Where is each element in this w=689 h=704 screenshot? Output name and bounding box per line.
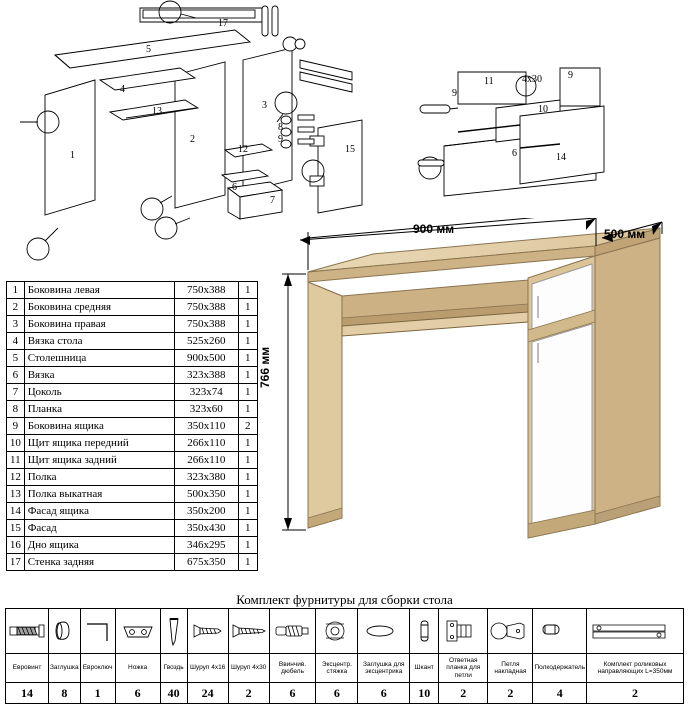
svg-text:9: 9 (452, 88, 457, 99)
hw-count: 4 (533, 683, 587, 704)
hw-count: 2 (587, 683, 684, 704)
dowel-icon (410, 611, 438, 651)
part-no: 16 (7, 537, 25, 554)
hw-cell-3 (115, 609, 160, 654)
hw-label: Гвоздь (160, 654, 187, 683)
part-qty: 1 (238, 537, 257, 554)
hardware-labels-row (6, 654, 684, 683)
part-no: 11 (7, 452, 25, 469)
part-name: Боковина правая (24, 316, 174, 333)
svg-text:4: 4 (120, 84, 125, 95)
hw-label: Петля накладная (488, 654, 533, 683)
eccentric-tie-icon (316, 611, 354, 651)
part-name: Планка (24, 401, 174, 418)
product-3d-view (270, 218, 689, 578)
table-row (7, 367, 258, 384)
hw-count: 10 (410, 683, 439, 704)
part-name: Боковина средняя (24, 299, 174, 316)
svg-text:1: 1 (70, 150, 75, 161)
part-qty: 1 (238, 333, 257, 350)
part-name: Дно ящика (24, 537, 174, 554)
screw-in-dowel-icon (270, 611, 314, 651)
part-qty: 1 (238, 520, 257, 537)
table-row (7, 384, 258, 401)
part-name: Щит ящика задний (24, 452, 174, 469)
table-row (7, 503, 258, 520)
part-dim: 323х60 (175, 401, 238, 418)
part-no: 10 (7, 435, 25, 452)
table-row (7, 418, 258, 435)
svg-text:9: 9 (568, 70, 573, 81)
hw-label: Шкант (410, 654, 439, 683)
part-qty: 2 (238, 418, 257, 435)
hw-label: Заглушка (49, 654, 81, 683)
hw-label: Ответная планка для петли (439, 654, 488, 683)
hw-count: 6 (115, 683, 160, 704)
hw-cell-13 (533, 609, 587, 654)
part-dim: 750х388 (175, 316, 238, 333)
parts-list-table (6, 281, 258, 571)
hw-label: Полкодержатель (533, 654, 587, 683)
table-row (7, 282, 258, 299)
part-qty: 1 (238, 452, 257, 469)
part-no: 2 (7, 299, 25, 316)
hw-cell-14 (587, 609, 684, 654)
part-no: 3 (7, 316, 25, 333)
parts-list-body (7, 282, 258, 571)
part-dim: 675х350 (175, 554, 238, 571)
hw-label: Шуруп 4х16 (187, 654, 228, 683)
part-name: Цоколь (24, 384, 174, 401)
hw-count: 6 (358, 683, 410, 704)
table-row (7, 435, 258, 452)
hw-cell-10 (410, 609, 439, 654)
hw-count: 24 (187, 683, 228, 704)
hardware-kit-table (5, 608, 684, 704)
hw-label: Евровинт (6, 654, 49, 683)
part-no: 4 (7, 333, 25, 350)
part-qty: 1 (238, 401, 257, 418)
part-dim: 266х110 (175, 435, 238, 452)
part-no: 15 (7, 520, 25, 537)
hw-count: 2 (488, 683, 533, 704)
part-qty: 1 (238, 316, 257, 333)
hw-label: Евроключ (80, 654, 115, 683)
part-name: Вязка стола (24, 333, 174, 350)
screw-4x16-icon (188, 611, 228, 651)
part-dim: 350х430 (175, 520, 238, 537)
depth-dimension-label: 500 мм (604, 227, 646, 241)
part-no: 6 (7, 367, 25, 384)
hw-cell-12 (488, 609, 533, 654)
part-dim: 346х295 (175, 537, 238, 554)
svg-text:5: 5 (146, 44, 151, 55)
table-row (7, 401, 258, 418)
svg-text:4х30: 4х30 (522, 74, 542, 85)
hw-label: Заглушка для эксцентрика (358, 654, 410, 683)
part-name: Боковина левая (24, 282, 174, 299)
svg-text:2: 2 (190, 134, 195, 145)
cap-icon (49, 611, 79, 651)
part-no: 13 (7, 486, 25, 503)
part-dim: 266х110 (175, 452, 238, 469)
part-name: Столешница (24, 350, 174, 367)
hw-count: 6 (269, 683, 316, 704)
part-qty: 1 (238, 554, 257, 571)
table-row (7, 333, 258, 350)
hw-cell-8 (316, 609, 358, 654)
part-qty: 1 (238, 486, 257, 503)
part-name: Полка (24, 469, 174, 486)
hw-cell-9 (358, 609, 410, 654)
part-no: 5 (7, 350, 25, 367)
table-row (7, 554, 258, 571)
part-qty: 1 (238, 367, 257, 384)
euro-screw-icon (6, 611, 48, 651)
part-qty: 1 (238, 503, 257, 520)
table-row (7, 520, 258, 537)
hinge-plate-icon (439, 611, 479, 651)
hw-cell-5 (187, 609, 228, 654)
svg-text:9: 9 (278, 134, 283, 145)
svg-text:15: 15 (345, 144, 355, 155)
svg-text:3: 3 (262, 100, 267, 111)
roller-slides-icon (587, 611, 673, 651)
part-dim: 525х260 (175, 333, 238, 350)
hw-label: Эксцентр. стяжка (316, 654, 358, 683)
hw-cell-2 (80, 609, 115, 654)
part-name: Боковина ящика (24, 418, 174, 435)
part-no: 9 (7, 418, 25, 435)
svg-text:13: 13 (152, 106, 162, 117)
part-dim: 750х388 (175, 282, 238, 299)
hw-cell-1 (49, 609, 81, 654)
foot-icon (116, 611, 160, 651)
hw-cell-4 (160, 609, 187, 654)
hw-count: 8 (49, 683, 81, 704)
hw-label: Комплект роликовых направляющих L=350мм (587, 654, 684, 683)
hw-label: Ножка (115, 654, 160, 683)
drawer-detail-diagram (400, 50, 689, 210)
part-name: Вязка (24, 367, 174, 384)
nail-icon (161, 611, 187, 651)
svg-text:6: 6 (512, 148, 517, 159)
svg-text:14: 14 (556, 152, 566, 163)
part-dim: 323х74 (175, 384, 238, 401)
table-row (7, 299, 258, 316)
svg-text:12: 12 (238, 144, 248, 155)
part-no: 7 (7, 384, 25, 401)
hw-cell-7 (269, 609, 316, 654)
part-no: 8 (7, 401, 25, 418)
part-name: Фасад ящика (24, 503, 174, 520)
part-qty: 1 (238, 435, 257, 452)
part-no: 14 (7, 503, 25, 520)
eccentric-cap-icon (358, 611, 402, 651)
part-name: Полка выкатная (24, 486, 174, 503)
euro-key-icon (81, 611, 115, 651)
hw-cell-0 (6, 609, 49, 654)
svg-text:8: 8 (278, 122, 283, 133)
table-row (7, 452, 258, 469)
part-qty: 1 (238, 299, 257, 316)
part-qty: 1 (238, 469, 257, 486)
svg-text:11: 11 (484, 76, 494, 87)
table-row (7, 537, 258, 554)
hw-count: 40 (160, 683, 187, 704)
part-dim: 323х380 (175, 469, 238, 486)
hw-cell-6 (228, 609, 269, 654)
hardware-counts-row (6, 683, 684, 704)
width-dimension-label: 900 мм (413, 222, 455, 236)
hw-count: 2 (228, 683, 269, 704)
part-no: 1 (7, 282, 25, 299)
hw-cell-11 (439, 609, 488, 654)
part-dim: 350х200 (175, 503, 238, 520)
part-qty: 1 (238, 350, 257, 367)
part-dim: 500х350 (175, 486, 238, 503)
hw-label: Шуруп 4х30 (228, 654, 269, 683)
part-dim: 750х388 (175, 299, 238, 316)
part-no: 12 (7, 469, 25, 486)
height-dimension-label: 766 мм (258, 346, 272, 388)
hw-count: 2 (439, 683, 488, 704)
part-name: Фасад (24, 520, 174, 537)
table-row (7, 350, 258, 367)
hardware-icons-row (6, 609, 684, 654)
svg-text:7: 7 (270, 195, 275, 206)
part-qty: 1 (238, 384, 257, 401)
part-dim: 323х388 (175, 367, 238, 384)
part-name: Щит ящика передний (24, 435, 174, 452)
hinge-icon (488, 611, 530, 651)
part-name: Стенка задняя (24, 554, 174, 571)
svg-text:17: 17 (218, 18, 228, 29)
hw-count: 6 (316, 683, 358, 704)
table-row (7, 469, 258, 486)
svg-text:10: 10 (538, 104, 548, 115)
part-dim: 350х110 (175, 418, 238, 435)
part-qty: 1 (238, 282, 257, 299)
hardware-kit-title: Комплект фурнитуры для сборки стола (236, 592, 453, 607)
hw-count: 1 (80, 683, 115, 704)
shelf-holder-icon (533, 611, 569, 651)
table-row (7, 316, 258, 333)
part-dim: 900х500 (175, 350, 238, 367)
part-no: 17 (7, 554, 25, 571)
screw-4x30-icon (229, 611, 269, 651)
svg-text:6: 6 (232, 182, 237, 193)
hw-count: 14 (6, 683, 49, 704)
table-row (7, 486, 258, 503)
hw-label: Ввинчив. дюбель (269, 654, 316, 683)
